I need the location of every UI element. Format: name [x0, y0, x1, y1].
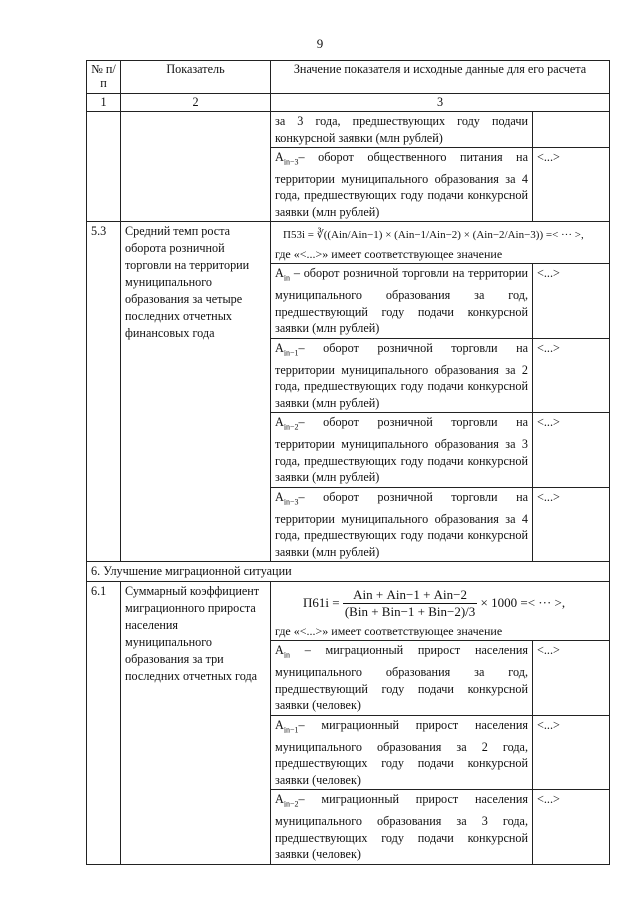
- value-placeholder: <...>: [533, 790, 610, 864]
- value-placeholder: <...>: [533, 413, 610, 487]
- source-data-desc: $А_{in-3}-$ оборот общественного питания на территории муниципального образования за 4 года, предшествующих году подачи конкурсной заявки (млн рублей): [271, 148, 533, 222]
- formula-fraction: [343, 587, 477, 621]
- value-placeholder: <...>: [533, 264, 610, 338]
- source-data-desc: $А_{in-3}-$ оборот розничной торговли на территории муниципального образования за 4 года, предшествующих году подачи конкурсной заявки (млн рублей): [271, 487, 533, 561]
- header-indicator: Показатель: [121, 61, 271, 94]
- table-row: [87, 222, 610, 264]
- value-placeholder: <...>: [533, 641, 610, 715]
- formula-cell: [271, 222, 610, 264]
- source-data-desc: $А_{in-1}-$ оборот розничной торговли на территории муниципального образования за 2 года, предшествующих году подачи конкурсной заявки (млн рублей): [271, 338, 533, 412]
- value-placeholder: <...>: [533, 715, 610, 789]
- empty-num-cell: [87, 112, 121, 222]
- item-number: 6.1: [87, 581, 121, 864]
- formula-5-3: П53i = ∛((Аin/Аin−1) × (Аin−1/Аin−2) × (Аin−2/Аin−3)) =< ··· >,: [283, 229, 584, 242]
- indicator-title: Суммарный коэффициент миграционного прироста населения муниципального образования за три последних отчетных года: [121, 581, 271, 864]
- header-num: № п/п: [87, 61, 121, 94]
- section-row: [87, 562, 610, 582]
- formula-6-1: П61i = $\frac{\text{Аin + Аin−1 + Аin−2}}{\text{(Вin + Вin−1 + Вin−2)/3}}$ × 1000 =< ··· >,: [303, 586, 566, 620]
- table-header-row: [87, 61, 610, 94]
- indicator-title: Средний темп роста оборота розничной торговли на территории муниципального образования за четыре последних отчетных финансовых года: [121, 222, 271, 562]
- formula-note: где «<...>» имеет соответствующее значение: [275, 623, 503, 638]
- table-row: [87, 581, 610, 641]
- column-number-row: [87, 94, 610, 112]
- indicators-table: [86, 60, 610, 865]
- value-placeholder: <...>: [533, 338, 610, 412]
- source-data-desc: $А_{in-2}-$ миграционный прирост населения муниципального образования за 3 года, предшествующих году подачи конкурсной заявки (человек): [271, 790, 533, 864]
- value-placeholder: <...>: [533, 487, 610, 561]
- source-data-desc: $А_{in-2}-$ оборот розничной торговли на территории муниципального образования за 3 года, предшествующих году подачи конкурсной заявки (млн рублей): [271, 413, 533, 487]
- page-number: 9: [316, 36, 324, 51]
- source-data-desc: $А_{in}$ – оборот розничной торговли на территории муниципального образования за год, предшествующий году подачи конкурсной заявки (млн рублей): [271, 264, 533, 338]
- table-row: [87, 112, 610, 148]
- source-data-desc: $А_{in-1}-$ миграционный прирост населения муниципального образования за 2 года, предшествующих году подачи конкурсной заявки (человек): [271, 715, 533, 789]
- column-number-2: 2: [121, 94, 271, 112]
- value-placeholder: <...>: [533, 148, 610, 222]
- column-number-3: 3: [271, 94, 610, 112]
- header-value: Значение показателя и исходные данные для его расчета: [271, 61, 610, 94]
- item-number: 5.3: [87, 222, 121, 562]
- empty-value-cell: [533, 112, 610, 148]
- source-data-desc: $А_{in}$ – миграционный прирост населения муниципального образования за год, предшествующий году подачи конкурсной заявки (человек): [271, 641, 533, 715]
- empty-indicator-cell: [121, 112, 271, 222]
- column-number-1: 1: [87, 94, 121, 112]
- formula-numerator: Аin + Аin−1 + Аin−2: [343, 587, 477, 605]
- continuation-desc: за 3 года, предшествующих году подачи конкурсной заявки (млн рублей): [271, 112, 533, 148]
- formula-cell: [271, 581, 610, 641]
- formula-note: где «<...>» имеет соответствующее значение: [275, 246, 503, 261]
- formula-denominator: (Вin + Вin−1 + Вin−2)/3: [344, 604, 476, 620]
- section-title: 6. Улучшение миграционной ситуации: [87, 562, 610, 582]
